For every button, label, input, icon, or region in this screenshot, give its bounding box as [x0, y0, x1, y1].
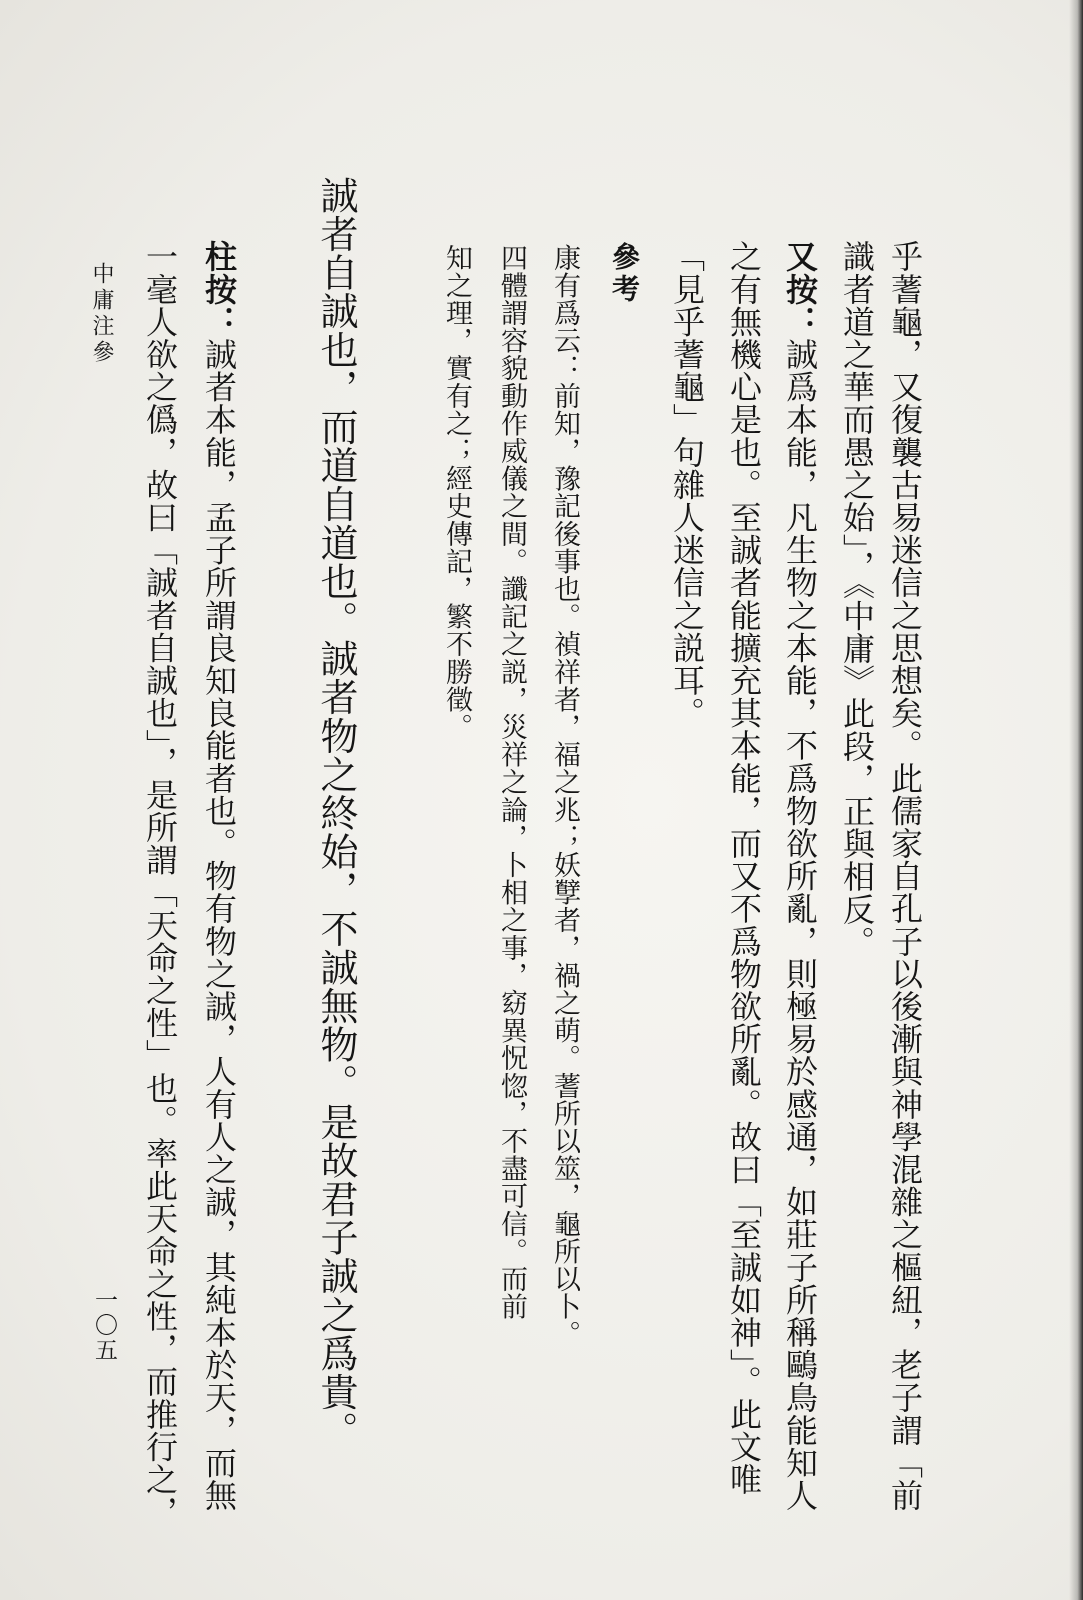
cankao-heading: 參考	[608, 242, 641, 306]
cankao-column-1: 康有爲云：前知，豫記後事也。禎祥者，福之兆；妖孼者，禍之萌。蓍所以筮，龜所以卜。	[549, 244, 580, 1348]
you-an-column-3: 「見乎蓍龜」句雜人迷信之説耳。	[668, 240, 706, 729]
you-an-column-1	[783, 240, 817, 1511]
cankao-column-3: 知之理，實有之；經史傳記，繁不勝徵。	[441, 244, 472, 741]
running-title: 中庸注參	[89, 262, 114, 366]
text-column-1: 乎蓍龜，又復襲古易迷信之思想矣。此儒家自孔子以後漸與神學混雜之樞紐，老子謂「前	[886, 240, 924, 1512]
zhu-an-text-1: 誠者本能，孟子所謂良知良能者也。物有物之誠，人有人之誠，其純本於天，而無	[200, 337, 238, 1512]
text-column-2: 識者道之華而愚之始」，《中庸》此段，正與相反。	[838, 240, 876, 958]
zhu-an-column-2: 一毫人欲之僞，故曰「誠者自誠也」，是所謂「天命之性」也。率此天命之性，而推行之，	[141, 240, 179, 1528]
you-an-text-1: 誠爲本能，凡生物之本能，不爲物欲所亂，則極易於感通，如莊子所稱鷗鳥能知人	[781, 337, 819, 1512]
cankao-column-2: 四體謂容貌動作威儀之間。讖記之説，災祥之論，卜相之事，窈異怳惚，不盡可信。而前	[496, 244, 527, 1321]
page-number: 一〇五	[91, 1288, 117, 1363]
zhu-an-label: 柱按：	[200, 240, 238, 338]
you-an-label: 又按：	[781, 240, 819, 338]
classic-text: 誠者自誠也，而道自道也。誠者物之終始，不誠無物。是故君子誠之爲貴。	[314, 176, 358, 1450]
zhu-an-column-1	[202, 240, 236, 1511]
page-torn-edge	[1069, 0, 1083, 1600]
you-an-column-2: 之有無機心是也。至誠者能擴充其本能，而又不爲物欲所亂。故曰「至誠如神」。此文唯	[725, 240, 763, 1496]
